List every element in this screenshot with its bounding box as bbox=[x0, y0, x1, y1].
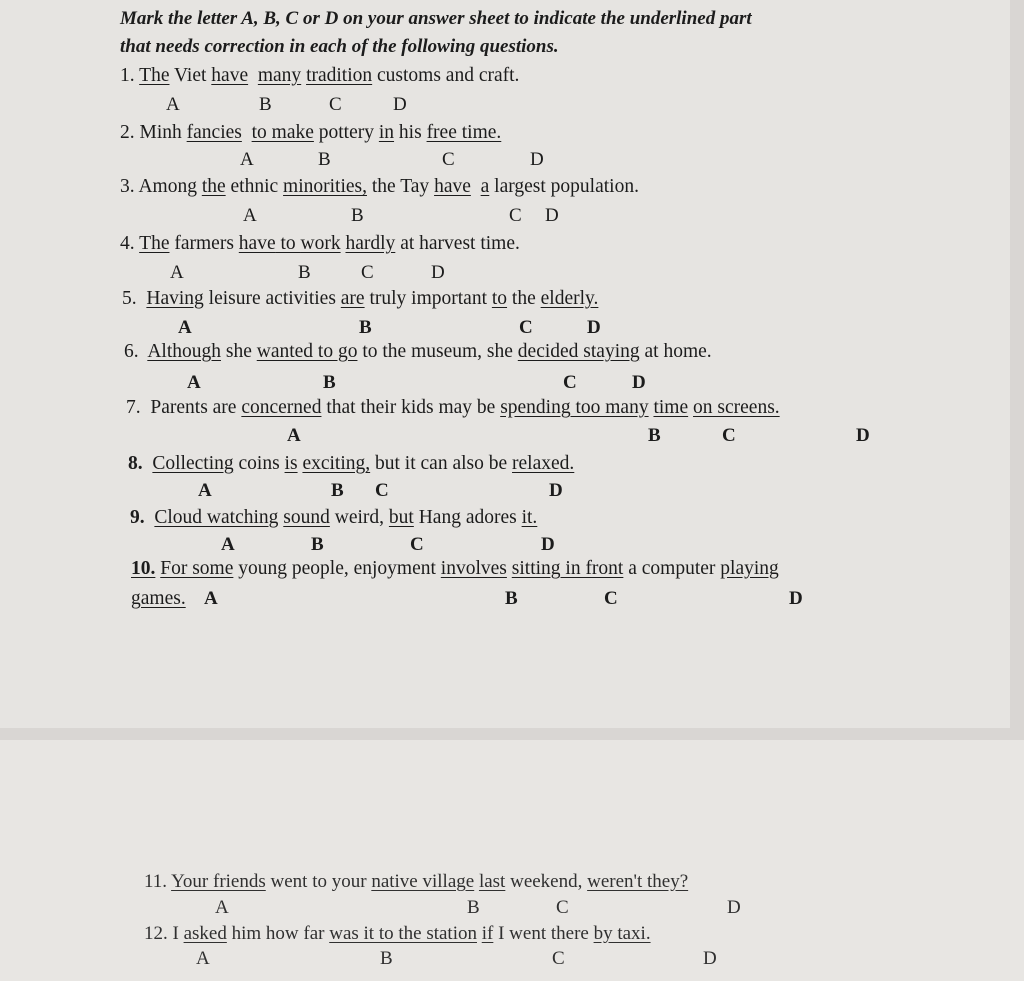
question-6-options: A B C D bbox=[187, 372, 646, 393]
question-3: 3. Among the ethnic minorities, the Tay have a largest population. bbox=[120, 176, 639, 197]
question-1-options: A B C D bbox=[166, 94, 407, 115]
question-1: 1. The Viet have many tradition customs and craft. bbox=[120, 65, 520, 86]
question-6: 6. Although she wanted to go to the museum, she decided staying at home. bbox=[124, 341, 712, 362]
question-3-options: A B C D bbox=[243, 205, 559, 226]
question-10-options: A B C D bbox=[204, 588, 803, 609]
question-8-options: A B C D bbox=[198, 480, 563, 501]
question-8: 8. Collecting coins is exciting, but it can also be relaxed. bbox=[128, 453, 575, 474]
question-7: 7. Parents are concerned that their kids may be spending too many time on screens. bbox=[126, 397, 780, 418]
question-7-options: A B C D bbox=[287, 425, 870, 446]
question-11: 11. Your friends went to your native village last weekend, weren't they? bbox=[144, 871, 689, 892]
question-5: 5. Having leisure activities are truly important to the elderly. bbox=[122, 288, 599, 309]
question-12-options: A B C D bbox=[196, 948, 717, 969]
question-10-line-2: games. bbox=[131, 588, 186, 609]
question-11-options: A B C D bbox=[215, 897, 741, 918]
question-2-options: A B C D bbox=[240, 149, 544, 170]
worksheet-page-bottom bbox=[0, 740, 1024, 981]
question-5-options: A B C D bbox=[178, 317, 601, 338]
instructions-line-1: Mark the letter A, B, C or D on your answer sheet to indicate the underlined part bbox=[120, 8, 752, 29]
question-12: 12. I asked him how far was it to the station if I went there by taxi. bbox=[144, 923, 651, 944]
question-2: 2. Minh fancies to make pottery in his free time. bbox=[120, 122, 502, 143]
question-4-options: A B C D bbox=[170, 262, 445, 283]
question-10: 10. For some young people, enjoyment involves sitting in front a computer playing bbox=[131, 558, 779, 579]
question-9: 9. Cloud watching sound weird, but Hang adores it. bbox=[130, 507, 538, 528]
question-4: 4. The farmers have to work hardly at harvest time. bbox=[120, 233, 520, 254]
question-9-options: A B C D bbox=[221, 534, 555, 555]
instructions-line-2: that needs correction in each of the following questions. bbox=[120, 36, 559, 57]
